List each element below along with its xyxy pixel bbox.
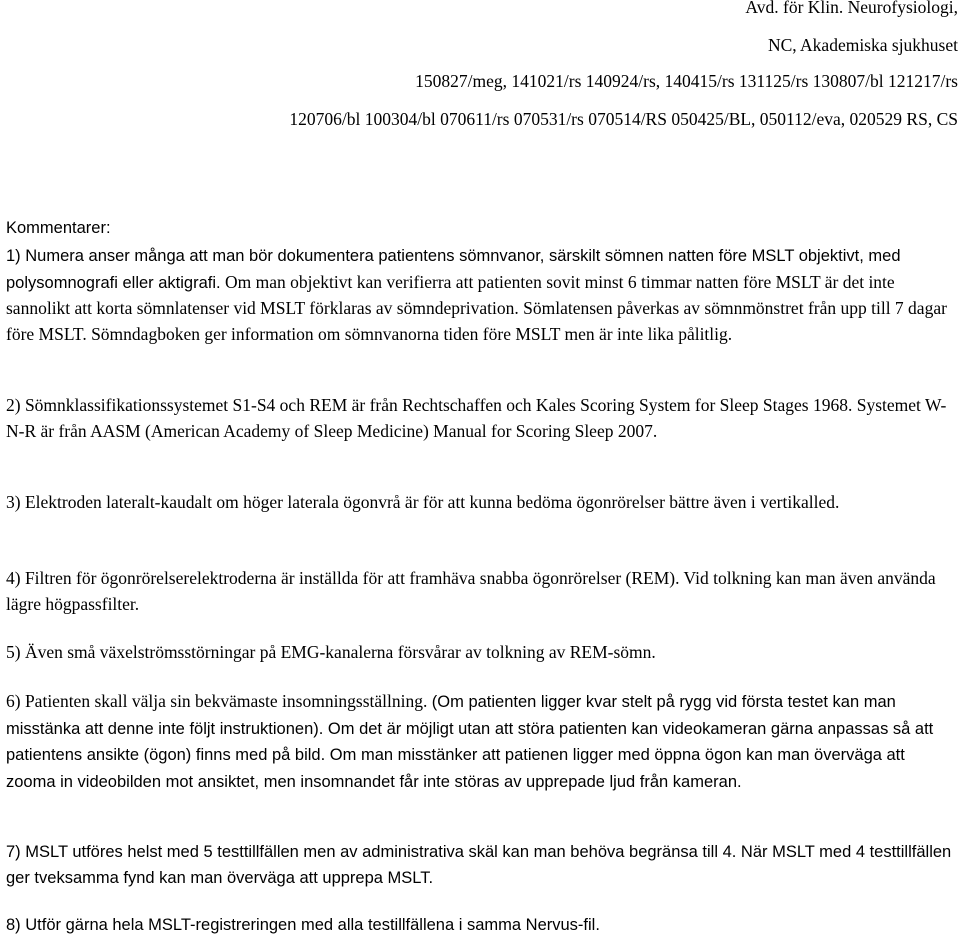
- comment-2: 2) Sömnklassifikationssystemet S1-S4 och REM är från Rechtschaffen och Kales Scoring System for Sleep Stages 1968. Systemet W-N-R är från AASM (American Academy of Sleep Medicine) Manual for Scoring Sleep 2007.: [6, 395, 947, 441]
- comment-1: [6, 243, 956, 347]
- comment-1-part-b: Om man objektivt kan verifierra att patienten sovit minst 6 timmar natten före MSLT är det inte sannolikt att korta sömnlatenser vid MSLT förklaras av sömndeprivation. Sömlatensen påverkas av sömnmönstret från upp till 7 dagar före MSLT.: [6, 271, 947, 344]
- comment-7: 7) MSLT utföres helst med 5 testtillfällen men av administrativa skäl kan man behöva begränsa till 4. När MSLT med 4 testtillfällen ger tveksamma fynd kan man överväga att upprepa MSLT.: [6, 843, 952, 887]
- comment-1-part-a: 1) Numera anser många att man bör dokumentera patientens sömnvanor, särskilt sömnen natten före MSLT objektivt, med polysomnografi eller aktigrafi.: [6, 247, 901, 292]
- comment-6-part-b: (Om patienten ligger kvar stelt på rygg vid första testet kan man misstänka att denne inte följt instruktionen). Om det är möjligt utan att störa patienten kan videokameran gärna anpassas så att patientens ansikte (ögon) finns med på bild. Om man misstänker att patienen ligger med öppna ögon kan man överväga att zooma in videobilden mot ansiktet, men insomnandet får inte störas av upprepade ljud från kameran.: [6, 693, 934, 791]
- comment-6: [6, 689, 956, 795]
- comment-1-part-c: Sömndagboken ger information om sömnvanorna tiden före MSLT men är inte lika pålitlig.: [91, 323, 733, 344]
- comment-3: 3) Elektroden lateralt-kaudalt om höger laterala ögonvrå är för att kunna bedöma ögonrörelser bättre även i vertikalled.: [6, 492, 840, 512]
- header-department: Avd. för Klin. Neurofysiologi,: [745, 0, 958, 17]
- header-revisions-1: 150827/meg, 141021/rs 140924/rs, 140415/rs 131125/rs 130807/bl 121217/rs: [415, 71, 958, 91]
- comments-heading: Kommentarer:: [6, 219, 111, 237]
- comment-6-part-a: 6) Patienten skall välja sin bekvämaste insomningsställning.: [6, 691, 428, 711]
- comment-5: 5) Även små växelströmsstörningar på EMG-kanalerna försvårar av tolkning av REM-sömn.: [6, 642, 656, 662]
- header-hospital: NC, Akademiska sjukhuset: [767, 35, 958, 55]
- comment-4: 4) Filtren för ögonrörelserelektroderna är inställda för att framhäva snabba ögonrörelser (REM). Vid tolkning kan man även använda lägre högpassfilter.: [6, 568, 936, 614]
- header-revisions-2: 120706/bl 100304/bl 070611/rs 070531/rs 070514/RS 050425/BL, 050112/eva, 020529 RS, CS: [289, 109, 958, 129]
- comment-8: 8) Utför gärna hela MSLT-registreringen med alla testillfällena i samma Nervus-fil.: [6, 916, 600, 934]
